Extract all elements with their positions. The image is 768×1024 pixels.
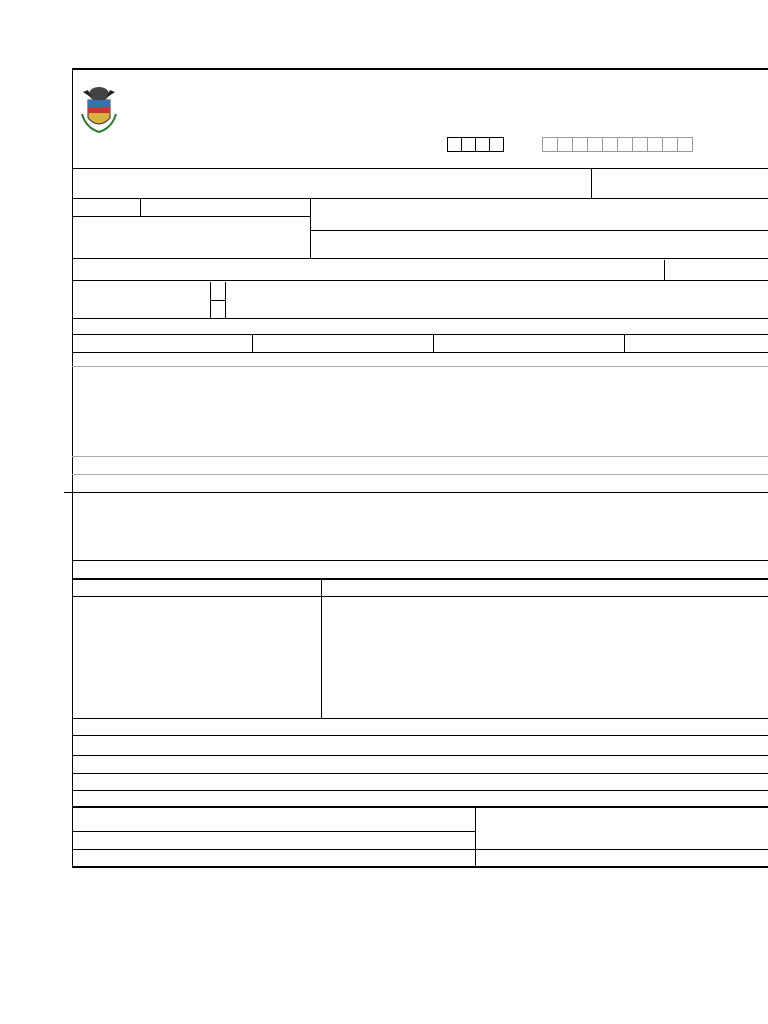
- report-number-grid: [447, 137, 504, 152]
- left-border: [72, 68, 73, 868]
- digit-cell[interactable]: [617, 137, 632, 152]
- bottom-border: [72, 866, 768, 868]
- divider: [72, 334, 768, 335]
- divider: [72, 352, 768, 353]
- digit-cell[interactable]: [677, 137, 693, 152]
- divider: [72, 849, 768, 850]
- divider: [72, 198, 768, 199]
- divider: [72, 596, 768, 597]
- divider: [72, 168, 768, 169]
- divider: [72, 258, 768, 259]
- digit-cell[interactable]: [632, 137, 647, 152]
- divider: [72, 216, 310, 217]
- divider: [72, 366, 768, 367]
- digit-cell[interactable]: [587, 137, 602, 152]
- divider: [72, 806, 768, 808]
- divider: [475, 806, 476, 868]
- digit-cell[interactable]: [602, 137, 617, 152]
- divider: [72, 456, 768, 457]
- digit-cell[interactable]: [662, 137, 677, 152]
- divider: [72, 280, 768, 281]
- digit-cell[interactable]: [489, 137, 504, 152]
- inconsistencia-checkbox[interactable]: [210, 300, 225, 301]
- divider: [433, 334, 434, 352]
- divider: [140, 198, 141, 216]
- divider: [72, 735, 768, 736]
- divider: [664, 260, 665, 280]
- digit-cell[interactable]: [475, 137, 489, 152]
- digit-cell[interactable]: [447, 137, 461, 152]
- divider: [72, 773, 768, 774]
- digit-cell[interactable]: [572, 137, 587, 152]
- divider: [225, 282, 226, 318]
- digit-cell[interactable]: [647, 137, 662, 152]
- divider: [624, 334, 625, 352]
- coat-of-arms-icon: [80, 84, 118, 136]
- divider: [72, 831, 476, 832]
- divider: [72, 474, 768, 475]
- divider: [72, 755, 768, 756]
- divider: [310, 198, 311, 258]
- digit-cell[interactable]: [557, 137, 572, 152]
- divider: [72, 790, 768, 791]
- divider: [72, 560, 768, 561]
- top-border: [72, 68, 768, 70]
- divider: [252, 334, 253, 352]
- digit-cell[interactable]: [542, 137, 557, 152]
- fecha-grid: [542, 137, 693, 152]
- divider: [591, 168, 592, 198]
- divider: [72, 578, 768, 580]
- digit-cell[interactable]: [461, 137, 475, 152]
- divider: [321, 580, 322, 718]
- divider: [310, 230, 768, 231]
- divider: [72, 718, 768, 719]
- divider: [64, 492, 768, 493]
- divider: [72, 318, 768, 319]
